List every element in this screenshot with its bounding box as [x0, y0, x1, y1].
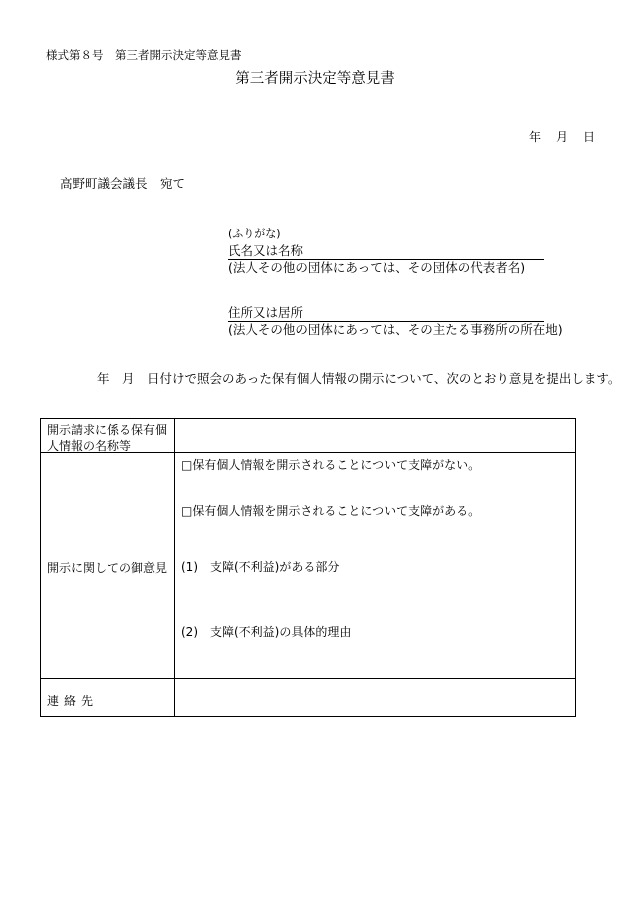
opinion-table	[40, 418, 576, 717]
form-number: 様式第８号 第三者開示決定等意見書	[46, 48, 242, 62]
objection-checkbox[interactable]: □保有個人情報を開示されることについて支障がある。	[181, 504, 481, 518]
label-line: 人情報の名称等	[47, 439, 132, 454]
disadvantage-part-item: (1) 支障(不利益)がある部分	[181, 560, 340, 574]
name-field-label: 氏名又は名称	[228, 243, 304, 258]
contact-label: 連絡先	[47, 694, 99, 708]
opinion-label: 開示に関しての御意見	[47, 561, 168, 575]
label-line: 開示請求に係る保有個	[47, 423, 168, 437]
addressee: 高野町議会議長 宛て	[60, 176, 186, 191]
date-month: 月	[556, 130, 569, 144]
date-year: 年	[529, 130, 542, 144]
address-field-label: 住所又は居所	[228, 305, 304, 320]
date-line	[514, 131, 595, 143]
table-row-divider	[41, 678, 575, 679]
document-title: 第三者開示決定等意見書	[235, 71, 395, 87]
furigana-label: (ふりがな)	[228, 227, 281, 240]
personal-info-name-label	[47, 422, 167, 454]
no-objection-checkbox[interactable]: □保有個人情報を開示されることについて支障がない。	[181, 458, 481, 472]
disadvantage-reason-item: (2) 支障(不利益)の具体的理由	[181, 625, 352, 639]
date-day: 日	[583, 130, 596, 144]
table-column-divider	[174, 419, 175, 716]
name-field-note: (法人その他の団体にあっては、その団体の代表者名)	[228, 260, 526, 275]
statement-text: 年 月 日付けで照会のあった保有個人情報の開示について、次のとおり意見を提出します。	[97, 371, 621, 386]
address-field-note: (法人その他の団体にあっては、その主たる事務所の所在地)	[228, 322, 563, 337]
